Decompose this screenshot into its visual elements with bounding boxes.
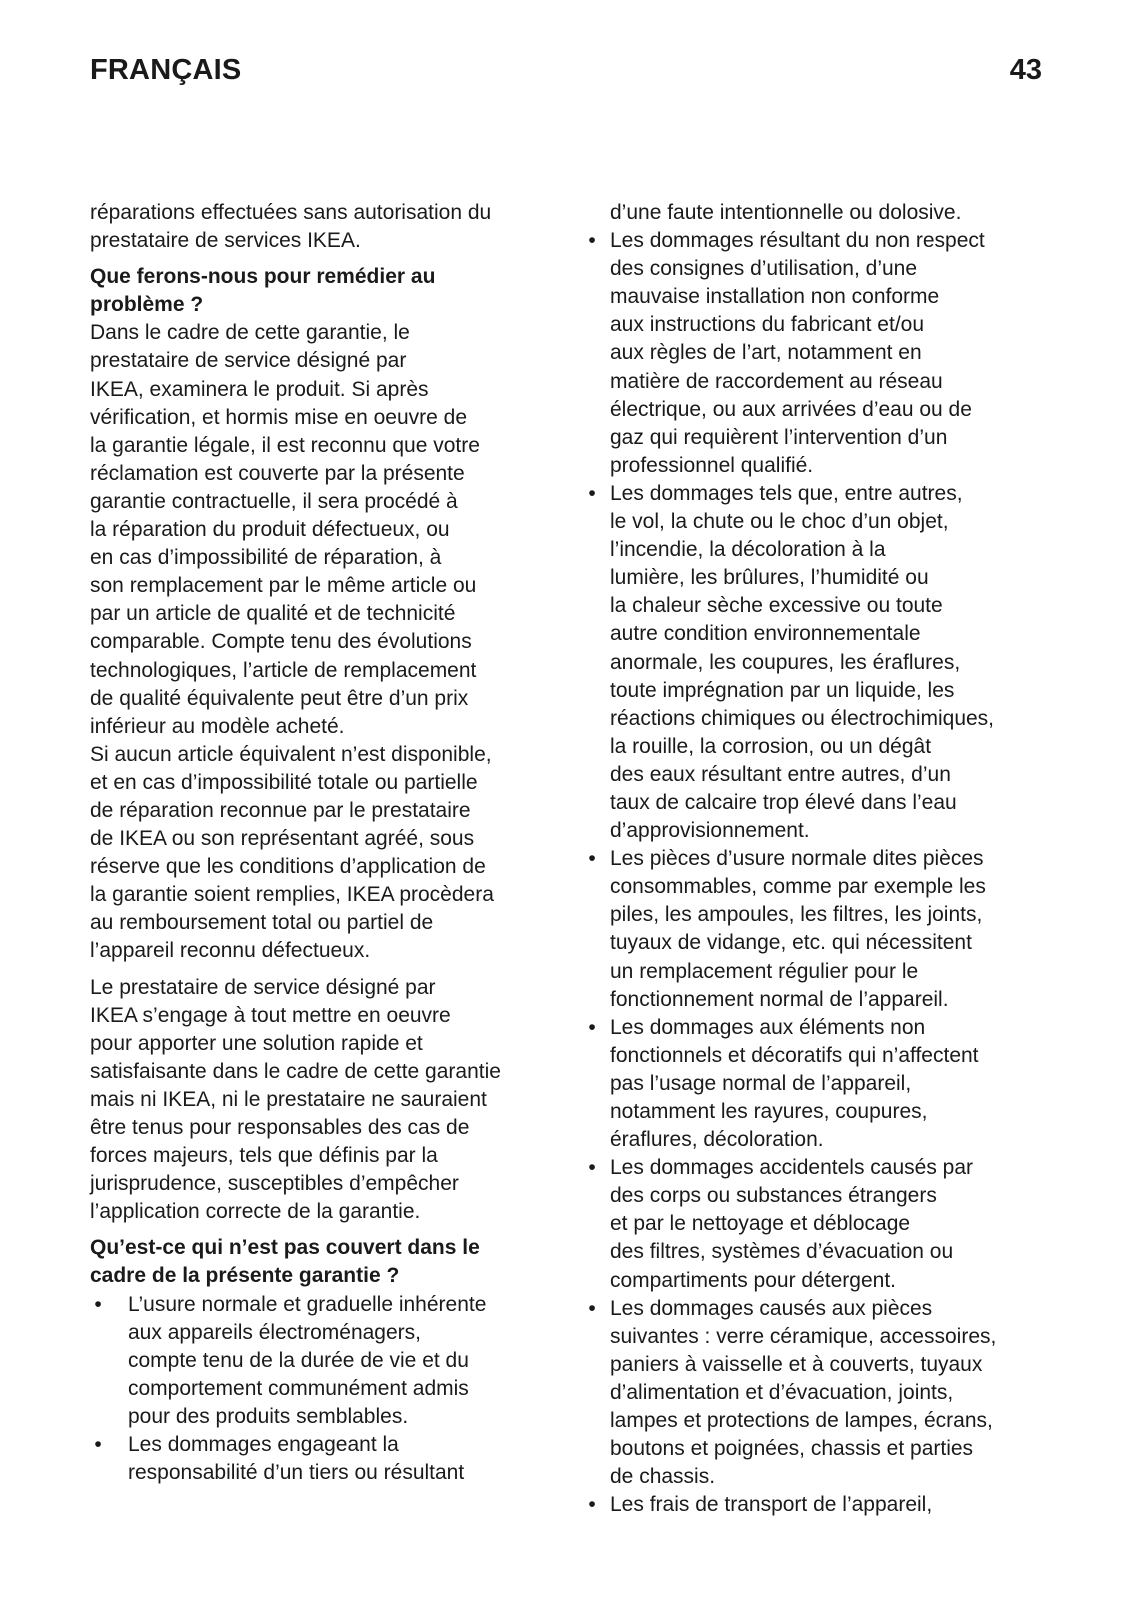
text-line: prestataire de service désigné par [90, 349, 407, 373]
continued-bullet-text [584, 199, 1054, 227]
text-line: satisfaisante dans le cadre de cette garantie [90, 1059, 501, 1083]
section-heading-remedy [90, 263, 560, 319]
text-line: boutons et poignées, chassis et parties [610, 1437, 974, 1461]
text-line: Les dommages résultant du non respect [610, 229, 985, 253]
bullet-marker: • [588, 1493, 596, 1517]
text-line: fonctionnement normal de l’appareil. [610, 987, 949, 1011]
heading-line: Que ferons-nous pour remédier au [90, 265, 436, 289]
right-column [584, 199, 1054, 1519]
text-line: pour des produits semblables. [128, 1404, 409, 1428]
bullet-marker: • [588, 1156, 596, 1180]
text-line: pas l’usage normal de l’appareil, [610, 1071, 912, 1095]
text-line: par un article de qualité et de technicité [90, 602, 456, 626]
text-line: aux règles de l’art, notamment en [610, 341, 922, 365]
text-line: anormale, les coupures, les éraflures, [610, 650, 961, 674]
text-line: Dans le cadre de cette garantie, le [90, 321, 410, 345]
text-line: être tenus pour responsables des cas de [90, 1116, 470, 1139]
text-line: Les dommages engageant la [128, 1433, 399, 1457]
bullet-marker: • [588, 1015, 596, 1039]
text-line: forces majeurs, tels que définis par la [90, 1144, 438, 1168]
text-line: taux de calcaire trop élevé dans l’eau [610, 790, 957, 814]
text-line: Les dommages causés aux pièces [610, 1296, 933, 1320]
text-line: la garantie soient remplies, IKEA procèdera [90, 883, 494, 907]
list-item [90, 1291, 560, 1431]
text-line: d’une faute intentionnelle ou dolosive. [610, 201, 962, 224]
text-line: Si aucun article équivalent n’est disponible, [90, 742, 492, 766]
text-line: son remplacement par le même article ou [90, 574, 477, 598]
text-line: IKEA, examinera le produit. Si après [90, 377, 429, 401]
text-line: l’appareil reconnu défectueux. [90, 939, 371, 963]
text-line: technologiques, l’article de remplacement [90, 658, 477, 682]
remedy-paragraph [90, 319, 560, 965]
text-line: en cas d’impossibilité de réparation, à [90, 546, 442, 570]
text-line: des filtres, systèmes d’évacuation ou [610, 1240, 954, 1264]
bullet-marker: • [588, 847, 596, 871]
text-line: responsabilité d’un tiers ou résultant [128, 1461, 465, 1485]
text-line: piles, les ampoules, les filtres, les joints, [610, 903, 983, 927]
text-line: la réparation du produit défectueux, ou [90, 518, 450, 542]
text-line: d’alimentation et d’évacuation, joints, [610, 1380, 954, 1404]
text-line: réclamation est couverte par la présente [90, 461, 465, 485]
text-line: la chaleur sèche excessive ou toute [610, 594, 943, 618]
section-heading-not-covered [90, 1234, 560, 1290]
intro-paragraph [90, 199, 560, 255]
text-line: éraflures, décoloration. [610, 1128, 824, 1152]
list-item [584, 1491, 1054, 1519]
page-header [90, 54, 1042, 94]
heading-line: problème ? [90, 293, 204, 317]
list-item [584, 1295, 1054, 1492]
text-line: réparations effectuées sans autorisation du [90, 201, 492, 224]
text-line: de IKEA ou son représentant agréé, sous [90, 827, 475, 851]
text-line: pour apporter une solution rapide et [90, 1031, 423, 1055]
text-line: toute imprégnation par un liquide, les [610, 678, 955, 702]
exclusions-list-right [584, 227, 1054, 1519]
text-line: aux appareils électroménagers, [128, 1320, 421, 1344]
text-line: mauvaise installation non conforme [610, 285, 940, 309]
text-line: professionnel qualifié. [610, 453, 814, 477]
page-number: 43 [1009, 54, 1042, 86]
text-line: suivantes : verre céramique, accessoires, [610, 1324, 997, 1348]
bullet-marker: • [94, 1292, 102, 1316]
list-item [90, 1431, 560, 1487]
text-line: la garantie légale, il est reconnu que votre [90, 433, 480, 457]
text-line: aux instructions du fabricant et/ou [610, 313, 925, 337]
text-line: et par le nettoyage et déblocage [610, 1212, 911, 1236]
text-line: des eaux résultant entre autres, d’un [610, 762, 951, 786]
text-line: Les dommages accidentels causés par [610, 1156, 974, 1180]
text-line: lampes et protections de lampes, écrans, [610, 1409, 993, 1433]
text-line: garantie contractuelle, il sera procédé à [90, 489, 458, 513]
heading-line: cadre de la présente garantie ? [90, 1264, 400, 1288]
text-line: Les dommages aux éléments non [610, 1015, 926, 1039]
bullet-marker: • [588, 481, 596, 505]
text-line: électrique, ou aux arrivées d’eau ou de [610, 397, 972, 421]
list-item [584, 1154, 1054, 1294]
list-item [584, 227, 1054, 480]
heading-line: Qu’est-ce qui n’est pas couvert dans le [90, 1236, 480, 1260]
text-line: vérification, et hormis mise en oeuvre de [90, 405, 468, 429]
text-line: réserve que les conditions d’application de [90, 855, 486, 879]
text-line: réactions chimiques ou électrochimiques, [610, 706, 995, 730]
text-line: tuyaux de vidange, etc. qui nécessitent [610, 931, 972, 955]
text-line: paniers à vaisselle et à couverts, tuyaux [610, 1352, 983, 1376]
text-line: le vol, la chute ou le choc d’un objet, [610, 510, 949, 534]
text-line: gaz qui requièrent l’intervention d’un [610, 425, 948, 449]
text-line: inférieur au modèle acheté. [90, 714, 345, 738]
text-line: la rouille, la corrosion, ou un dégât [610, 734, 932, 758]
text-line: comportement communément admis [128, 1376, 469, 1400]
text-line: autre condition environnementale [610, 622, 921, 646]
text-line: fonctionnels et décoratifs qui n’affectent [610, 1043, 979, 1067]
text-line: L’usure normale et graduelle inhérente [128, 1292, 487, 1316]
text-line: et en cas d’impossibilité totale ou partielle [90, 770, 478, 794]
left-column [90, 199, 560, 1487]
text-line: de réparation reconnue par le prestataire [90, 798, 471, 822]
text-line: l’incendie, la décoloration à la [610, 538, 886, 562]
text-line: au remboursement total ou partiel de [90, 911, 434, 935]
text-line: IKEA s’engage à tout mettre en oeuvre [90, 1003, 451, 1027]
text-line: compartiments pour détergent. [610, 1268, 896, 1292]
text-line: compte tenu de la durée de vie et du [128, 1348, 469, 1372]
exclusions-list-left [90, 1291, 560, 1488]
text-line: matière de raccordement au réseau [610, 369, 943, 393]
text-line: Les frais de transport de l’appareil, [610, 1493, 933, 1517]
text-line: l’application correcte de la garantie. [90, 1200, 421, 1224]
bullet-marker: • [588, 229, 596, 253]
text-line: Les pièces d’usure normale dites pièces [610, 847, 984, 871]
text-line: des corps ou substances étrangers [610, 1184, 937, 1208]
text-line: comparable. Compte tenu des évolutions [90, 630, 472, 654]
text-line: prestataire de services IKEA. [90, 229, 361, 253]
text-line: un remplacement régulier pour le [610, 959, 919, 983]
text-line: consommables, comme par exemple les [610, 875, 986, 899]
list-item [584, 845, 1054, 1014]
text-line: Les dommages tels que, entre autres, [610, 481, 963, 505]
text-line: mais ni IKEA, ni le prestataire ne sauraient [90, 1087, 487, 1111]
text-line: de qualité équivalente peut être d’un prix [90, 686, 469, 710]
text-line: des consignes d’utilisation, d’une [610, 257, 918, 281]
bullet-marker: • [94, 1433, 102, 1457]
text-line: notamment les rayures, coupures, [610, 1100, 928, 1123]
text-line: de chassis. [610, 1465, 716, 1489]
text-line: lumière, les brûlures, l’humidité ou [610, 566, 929, 590]
list-item [584, 1014, 1054, 1154]
text-line: jurisprudence, susceptibles d’empêcher [90, 1172, 459, 1196]
service-provider-paragraph [90, 974, 560, 1227]
text-line: Le prestataire de service désigné par [90, 975, 436, 999]
list-item [584, 480, 1054, 845]
text-line: d’approvisionnement. [610, 819, 810, 843]
bullet-marker: • [588, 1296, 596, 1320]
language-label: FRANÇAIS [90, 54, 242, 86]
